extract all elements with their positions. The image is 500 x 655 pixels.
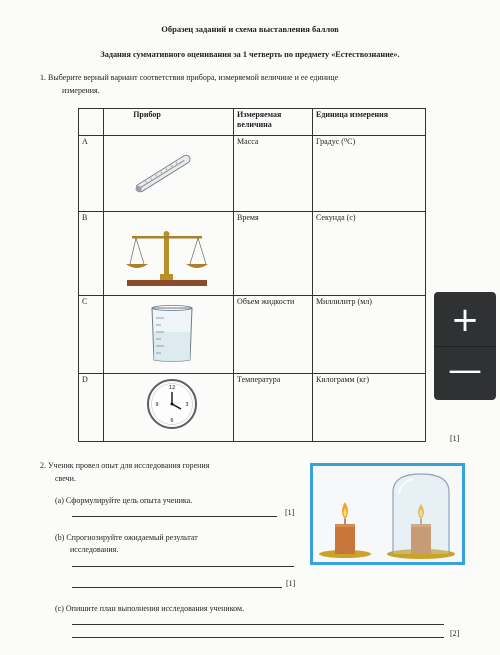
balance-scale-icon	[122, 222, 212, 288]
device-cell	[104, 136, 234, 212]
zoom-controls	[434, 292, 496, 400]
unit-cell: Килограмм (кг)	[313, 374, 426, 442]
table-row	[79, 136, 426, 212]
measuring-beaker-icon	[142, 302, 202, 364]
table-row	[79, 296, 426, 374]
row-letter: B	[79, 212, 104, 296]
score-mark: [1]	[285, 508, 295, 517]
question-2a: (a) Сформулируйте цель опыта ученика.	[55, 496, 193, 505]
question-1: 1. Выберите верный вариант соответствия прибора, измеряемой величине и ее единице	[40, 73, 339, 82]
row-letter: A	[79, 136, 104, 212]
device-cell	[104, 374, 234, 442]
quantity-cell: Объем жидкости	[234, 296, 313, 374]
device-cell	[104, 212, 234, 296]
question-2b: (b) Спрогнозируйте ожидаемый результат	[55, 533, 198, 542]
unit-cell: Миллилитр (мл)	[313, 296, 426, 374]
score-mark: [2]	[450, 629, 460, 638]
thermometer-icon	[124, 148, 204, 198]
candle-experiment-icon	[313, 466, 462, 562]
row-letter: D	[79, 374, 104, 442]
answer-line[interactable]	[72, 516, 277, 517]
table-row	[79, 374, 426, 442]
row-letter: C	[79, 296, 104, 374]
unit-cell: Градус (⁰С)	[313, 136, 426, 212]
table-header: Единица измерения	[313, 109, 426, 136]
candle-experiment-image	[310, 463, 465, 565]
svg-text:3: 3	[185, 402, 189, 408]
svg-text:6: 6	[170, 418, 174, 424]
svg-text:9: 9	[155, 402, 159, 408]
table-header	[79, 109, 104, 136]
answer-line[interactable]	[72, 637, 444, 638]
answer-table	[78, 108, 426, 442]
table-header-row	[79, 109, 426, 136]
wall-clock-icon	[146, 378, 198, 430]
zoom-in-button[interactable]: +	[450, 300, 480, 340]
doc-subtitle: Задания суммативного оценивания за 1 четверть по предмету «Естествознание».	[100, 50, 400, 59]
question-2-cont: свечи.	[55, 474, 76, 483]
quantity-cell: Температура	[234, 374, 313, 442]
device-cell	[104, 296, 234, 374]
question-2c: (c) Опишите план выполнения исследования учеником.	[55, 604, 245, 613]
score-mark: [1]	[450, 434, 460, 443]
score-mark: [1]	[286, 579, 296, 588]
zoom-out-button[interactable]: —	[448, 350, 482, 390]
answer-line[interactable]	[72, 587, 282, 588]
table-header: Прибор	[104, 109, 234, 136]
question-2b-cont: исследования.	[70, 545, 119, 554]
unit-cell: Секунда (с)	[313, 212, 426, 296]
quantity-cell: Масса	[234, 136, 313, 212]
doc-title: Образец заданий и схема выставления баллов	[161, 24, 339, 34]
table-header: Измеряемая величина	[234, 109, 313, 136]
answer-line[interactable]	[72, 624, 444, 625]
table-row	[79, 212, 426, 296]
zoom-divider	[434, 346, 496, 347]
question-1-cont: измерения.	[62, 86, 100, 95]
answer-line[interactable]	[72, 566, 294, 567]
question-2: 2. Ученик провел опыт для исследования горения	[40, 461, 210, 470]
svg-text:12: 12	[168, 385, 176, 391]
quantity-cell: Время	[234, 212, 313, 296]
